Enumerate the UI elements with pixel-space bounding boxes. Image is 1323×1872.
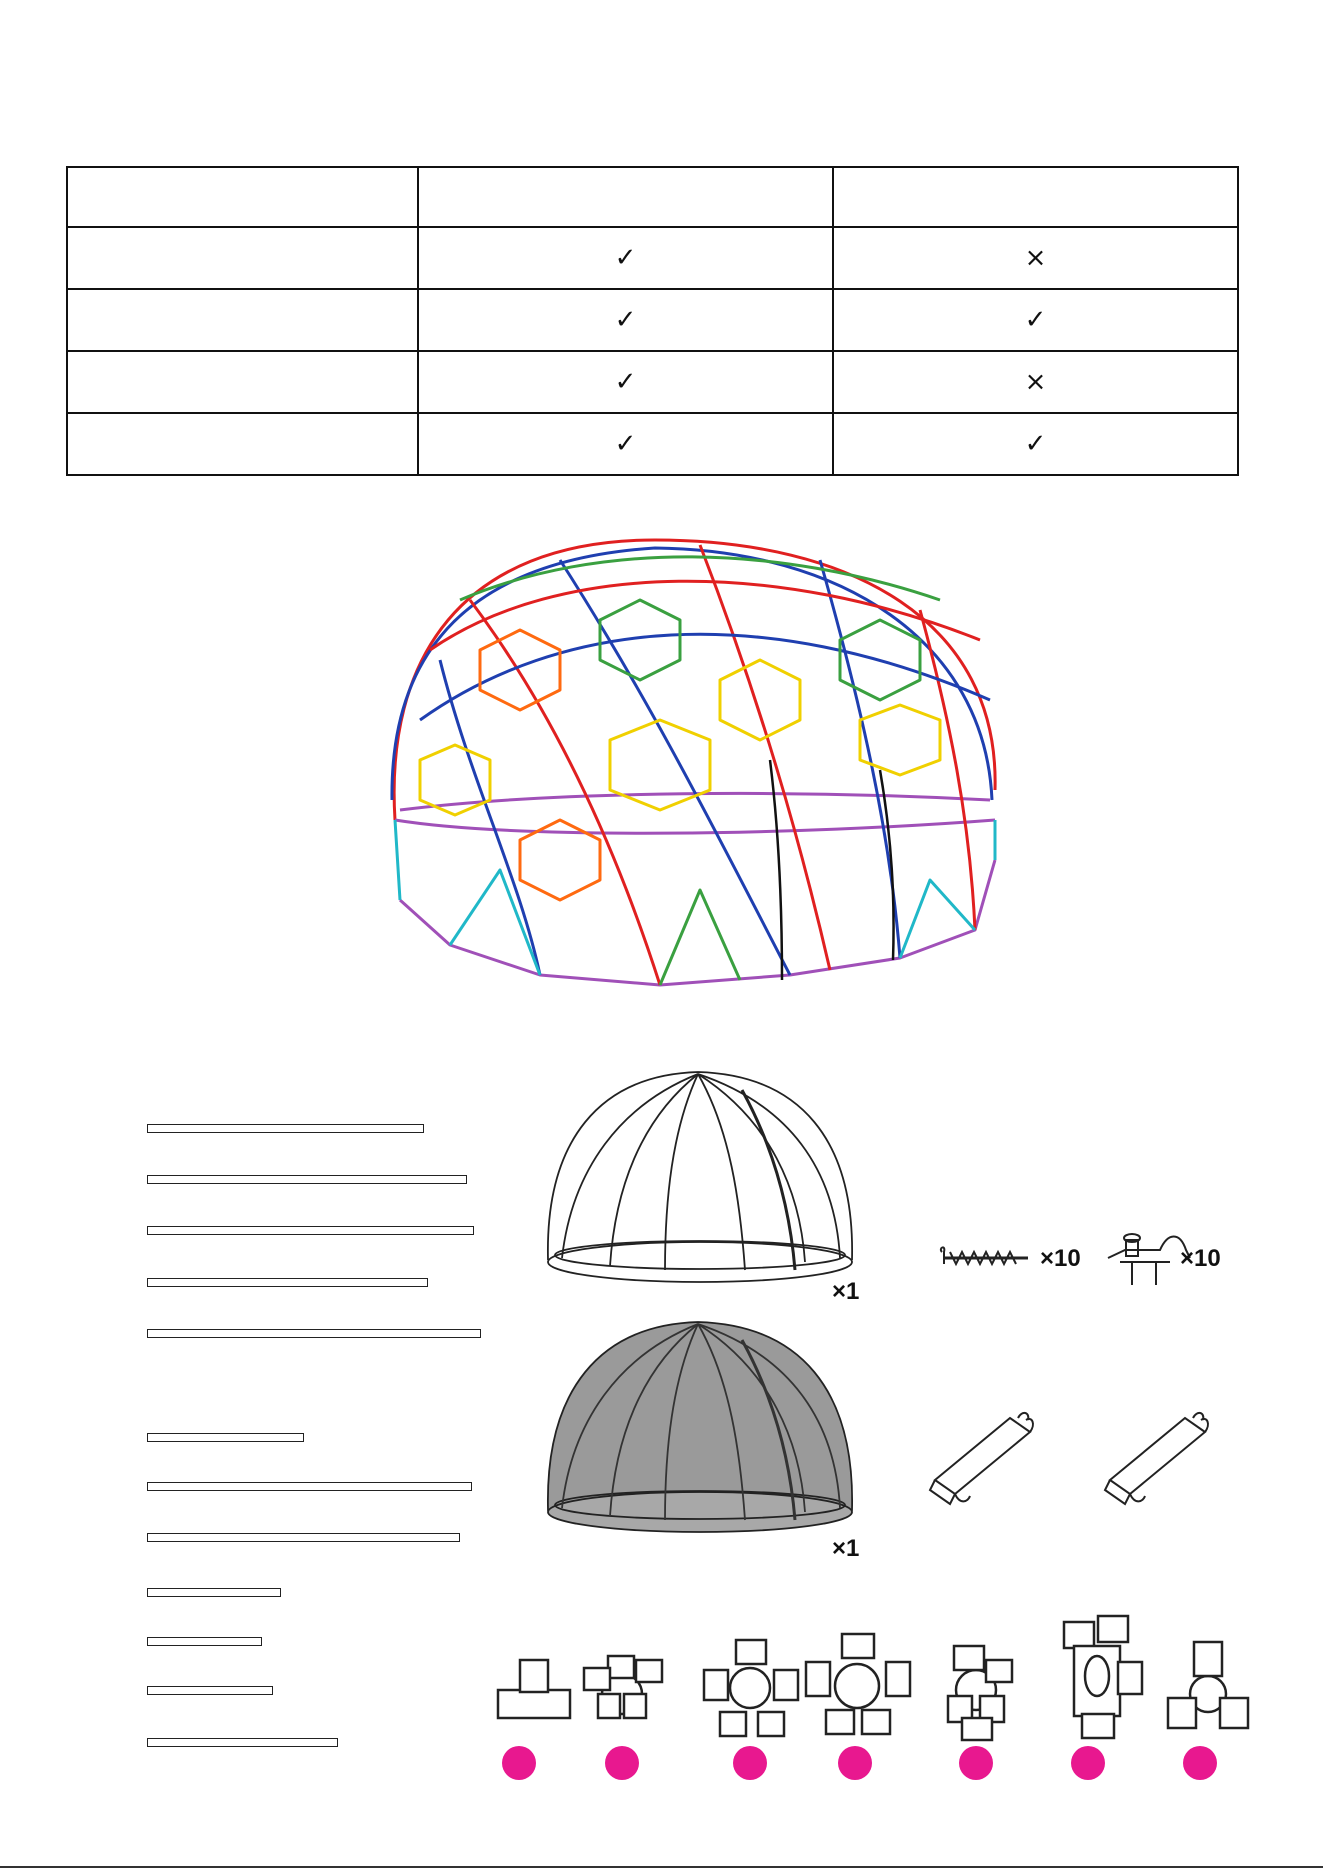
connector-marker [1071,1746,1105,1780]
connector-marker [733,1746,767,1780]
mesh-cover-icon [548,1322,852,1532]
clear-cover-quantity: ×1 [832,1278,860,1305]
check-mark: ✓ [833,289,1238,351]
storage-bag-icon [1105,1413,1208,1504]
clamp-quantity: ×10 [1180,1245,1221,1272]
ground-peg-quantity: ×10 [1040,1245,1081,1272]
mesh-cover-quantity: ×1 [832,1535,860,1562]
check-mark: ✓ [418,413,833,475]
connector-marker [502,1746,536,1780]
cross-mark: × [833,351,1238,413]
connector-marker [1183,1746,1217,1780]
check-mark: ✓ [418,227,833,289]
check-mark: ✓ [833,413,1238,475]
page-bottom-rule [0,1866,1323,1868]
connector-marker [959,1746,993,1780]
connector-hub-icon [1064,1616,1142,1738]
connector-hub-icon [704,1640,798,1736]
clear-cover-icon [548,1072,852,1282]
ground-peg-icon [941,1247,1028,1264]
connector-hub-icon [498,1660,570,1718]
connector-marker [605,1746,639,1780]
clamp-icon [1108,1234,1190,1285]
connector-hub-icon [584,1656,662,1718]
check-mark: ✓ [418,351,833,413]
connector-hub-icon [1168,1642,1248,1728]
check-mark: ✓ [418,289,833,351]
connector-hub-icon [806,1634,910,1734]
storage-bag-icon [930,1413,1033,1504]
cross-mark: × [833,227,1238,289]
connector-hub-icon [948,1646,1012,1740]
connector-marker [838,1746,872,1780]
